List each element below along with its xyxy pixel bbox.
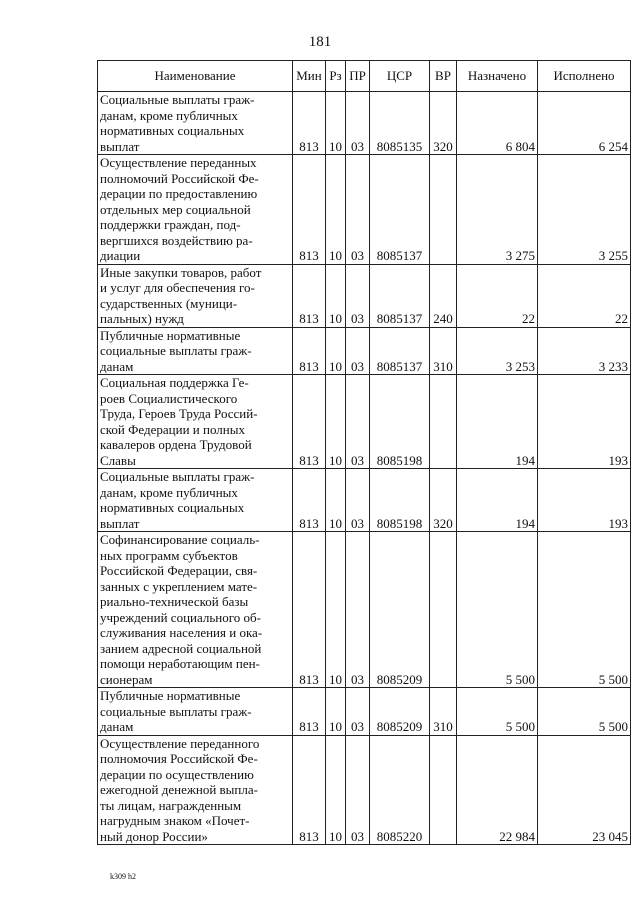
row-name-line: социальные выплаты граж- — [100, 343, 252, 358]
pr-cell: 03 — [346, 375, 370, 469]
row-name-line: полномочия Российской Фе- — [100, 751, 258, 766]
table-header-row — [98, 61, 631, 92]
table-row — [98, 375, 631, 469]
row-name-line: отдельных мер социальной — [100, 201, 251, 217]
csr-cell: 8085198 — [370, 469, 430, 532]
rz-cell: 10 — [326, 375, 346, 469]
vr-cell: 320 — [430, 92, 457, 155]
rz-cell: 10 — [326, 264, 346, 327]
row-name-line: служивания населения и ока- — [100, 625, 263, 640]
rz-cell: 10 — [326, 327, 346, 375]
row-name-cell — [98, 532, 293, 688]
row-name-line: Иные закупки товаров, работ — [100, 264, 262, 280]
row-name-line: данам, кроме публичных — [100, 107, 238, 123]
row-name-line: кавалеров ордена Трудовой — [100, 437, 252, 452]
rz-cell: 10 — [326, 688, 346, 736]
vr-cell — [430, 155, 457, 265]
row-name-line: полномочий Российской Фе- — [100, 170, 259, 186]
table-row — [98, 327, 631, 375]
row-name-line: ты лицам, награжденным — [100, 797, 242, 813]
rz-cell: 10 — [326, 469, 346, 532]
row-name-cell — [98, 688, 293, 736]
rz-cell: 10 — [326, 92, 346, 155]
pr-cell: 03 — [346, 688, 370, 736]
row-name-line: Публичные нормативные — [100, 327, 241, 343]
row-name-line: Социальные выплаты граж- — [100, 469, 255, 484]
row-name-line: Софинансирование социаль- — [100, 532, 260, 547]
row-name-line: сионерам — [100, 671, 153, 687]
vr-cell — [430, 735, 457, 845]
assigned-cell: 5 500 — [457, 688, 538, 736]
min-cell: 813 — [293, 735, 326, 845]
rz-cell: 10 — [326, 532, 346, 688]
row-name-line: роев Социалистического — [100, 390, 238, 406]
header-executed: Исполнено — [538, 61, 631, 92]
executed-cell: 193 — [538, 375, 631, 469]
row-name-line: социальные выплаты граж- — [100, 703, 252, 719]
executed-cell: 3 255 — [538, 155, 631, 265]
assigned-cell: 22 984 — [457, 735, 538, 845]
pr-cell: 03 — [346, 92, 370, 155]
row-name-line: данам, кроме публичных — [100, 484, 238, 500]
assigned-cell: 22 — [457, 264, 538, 327]
header-csr: ЦСР — [370, 61, 430, 92]
row-name-line: Труда, Героев Труда Россий- — [100, 406, 258, 421]
min-cell: 813 — [293, 469, 326, 532]
pr-cell: 03 — [346, 264, 370, 327]
row-name-line: данам — [100, 358, 134, 374]
vr-cell: 310 — [430, 327, 457, 375]
row-name-cell — [98, 469, 293, 532]
row-name-line: Социальные выплаты граж- — [100, 92, 255, 107]
row-name-line: диации — [100, 248, 141, 263]
vr-cell — [430, 375, 457, 469]
executed-cell: 5 500 — [538, 688, 631, 736]
row-name-line: помощи неработающим пен- — [100, 656, 260, 671]
row-name-line: Осуществление переданных — [100, 155, 257, 170]
min-cell: 813 — [293, 532, 326, 688]
vr-cell: 310 — [430, 688, 457, 736]
pr-cell: 03 — [346, 469, 370, 532]
min-cell: 813 — [293, 688, 326, 736]
row-name-line: ных программ субъектов — [100, 547, 238, 563]
csr-cell: 8085209 — [370, 532, 430, 688]
csr-cell: 8085137 — [370, 327, 430, 375]
row-name-cell — [98, 155, 293, 265]
budget-table — [97, 60, 631, 845]
row-name-line: Славы — [100, 452, 136, 468]
header-rz: Рз — [326, 61, 346, 92]
rz-cell: 10 — [326, 155, 346, 265]
executed-cell: 22 — [538, 264, 631, 327]
header-min: Мин — [293, 61, 326, 92]
csr-cell: 8085137 — [370, 264, 430, 327]
row-name-line: ный донор России» — [100, 828, 208, 844]
csr-cell: 8085220 — [370, 735, 430, 845]
table-row — [98, 92, 631, 155]
row-name-line: риально-технической базы — [100, 594, 249, 609]
assigned-cell: 194 — [457, 469, 538, 532]
csr-cell: 8085135 — [370, 92, 430, 155]
row-name-line: данам — [100, 719, 134, 734]
assigned-cell: 194 — [457, 375, 538, 469]
vr-cell: 240 — [430, 264, 457, 327]
vr-cell — [430, 532, 457, 688]
min-cell: 813 — [293, 155, 326, 265]
row-name-line: пальных) нужд — [100, 311, 184, 326]
assigned-cell: 3 275 — [457, 155, 538, 265]
pr-cell: 03 — [346, 735, 370, 845]
table-row — [98, 155, 631, 265]
table-row — [98, 688, 631, 736]
pr-cell: 03 — [346, 155, 370, 265]
row-name-line: занием адресной социальной — [100, 640, 262, 656]
row-name-line: ежегодной денежной выпла- — [100, 782, 258, 797]
row-name-line: занных с укреплением мате- — [100, 578, 258, 594]
header-assigned: Назначено — [457, 61, 538, 92]
min-cell: 813 — [293, 375, 326, 469]
rz-cell: 10 — [326, 735, 346, 845]
pr-cell: 03 — [346, 532, 370, 688]
row-name-line: Осуществление переданного — [100, 735, 260, 751]
header-name: Наименование — [98, 61, 293, 92]
header-vr: ВР — [430, 61, 457, 92]
csr-cell: 8085137 — [370, 155, 430, 265]
page-number: 181 — [308, 34, 332, 50]
min-cell: 813 — [293, 327, 326, 375]
executed-cell: 6 254 — [538, 92, 631, 155]
row-name-cell — [98, 92, 293, 155]
row-name-line: выплат — [100, 515, 140, 531]
min-cell: 813 — [293, 92, 326, 155]
row-name-line: Российской Федерации, свя- — [100, 563, 258, 578]
row-name-line: Социальная поддержка Ге- — [100, 375, 249, 390]
min-cell: 813 — [293, 264, 326, 327]
row-name-line: выплат — [100, 138, 140, 154]
executed-cell: 3 233 — [538, 327, 631, 375]
row-name-line: нагрудным знаком «Почет- — [100, 813, 250, 828]
row-name-line: вергшихся воздействию ра- — [100, 232, 253, 248]
csr-cell: 8085198 — [370, 375, 430, 469]
assigned-cell: 6 804 — [457, 92, 538, 155]
row-name-cell — [98, 375, 293, 469]
table-body — [98, 92, 631, 845]
row-name-line: и услуг для обеспечения го- — [100, 280, 255, 295]
row-name-cell — [98, 327, 293, 375]
footer-code: k309 h2 — [110, 872, 136, 881]
row-name-cell — [98, 264, 293, 327]
assigned-cell: 3 253 — [457, 327, 538, 375]
table-row — [98, 735, 631, 845]
executed-cell: 23 045 — [538, 735, 631, 845]
csr-cell: 8085209 — [370, 688, 430, 736]
row-name-line: сударственных (муници- — [100, 295, 238, 311]
row-name-line: Публичные нормативные — [100, 688, 241, 703]
row-name-cell — [98, 735, 293, 845]
table-row — [98, 264, 631, 327]
row-name-line: дерации по осуществлению — [100, 766, 254, 782]
executed-cell: 5 500 — [538, 532, 631, 688]
row-name-line: учреждений социального об- — [100, 609, 261, 625]
row-name-line: нормативных социальных — [100, 123, 245, 138]
row-name-line: ской Федерации и полных — [100, 421, 245, 437]
executed-cell: 193 — [538, 469, 631, 532]
table-row — [98, 532, 631, 688]
header-pr: ПР — [346, 61, 370, 92]
assigned-cell: 5 500 — [457, 532, 538, 688]
row-name-line: нормативных социальных — [100, 500, 245, 515]
vr-cell: 320 — [430, 469, 457, 532]
pr-cell: 03 — [346, 327, 370, 375]
row-name-line: дерации по предоставлению — [100, 186, 258, 201]
table-row — [98, 469, 631, 532]
row-name-line: поддержки граждан, под- — [100, 217, 241, 232]
